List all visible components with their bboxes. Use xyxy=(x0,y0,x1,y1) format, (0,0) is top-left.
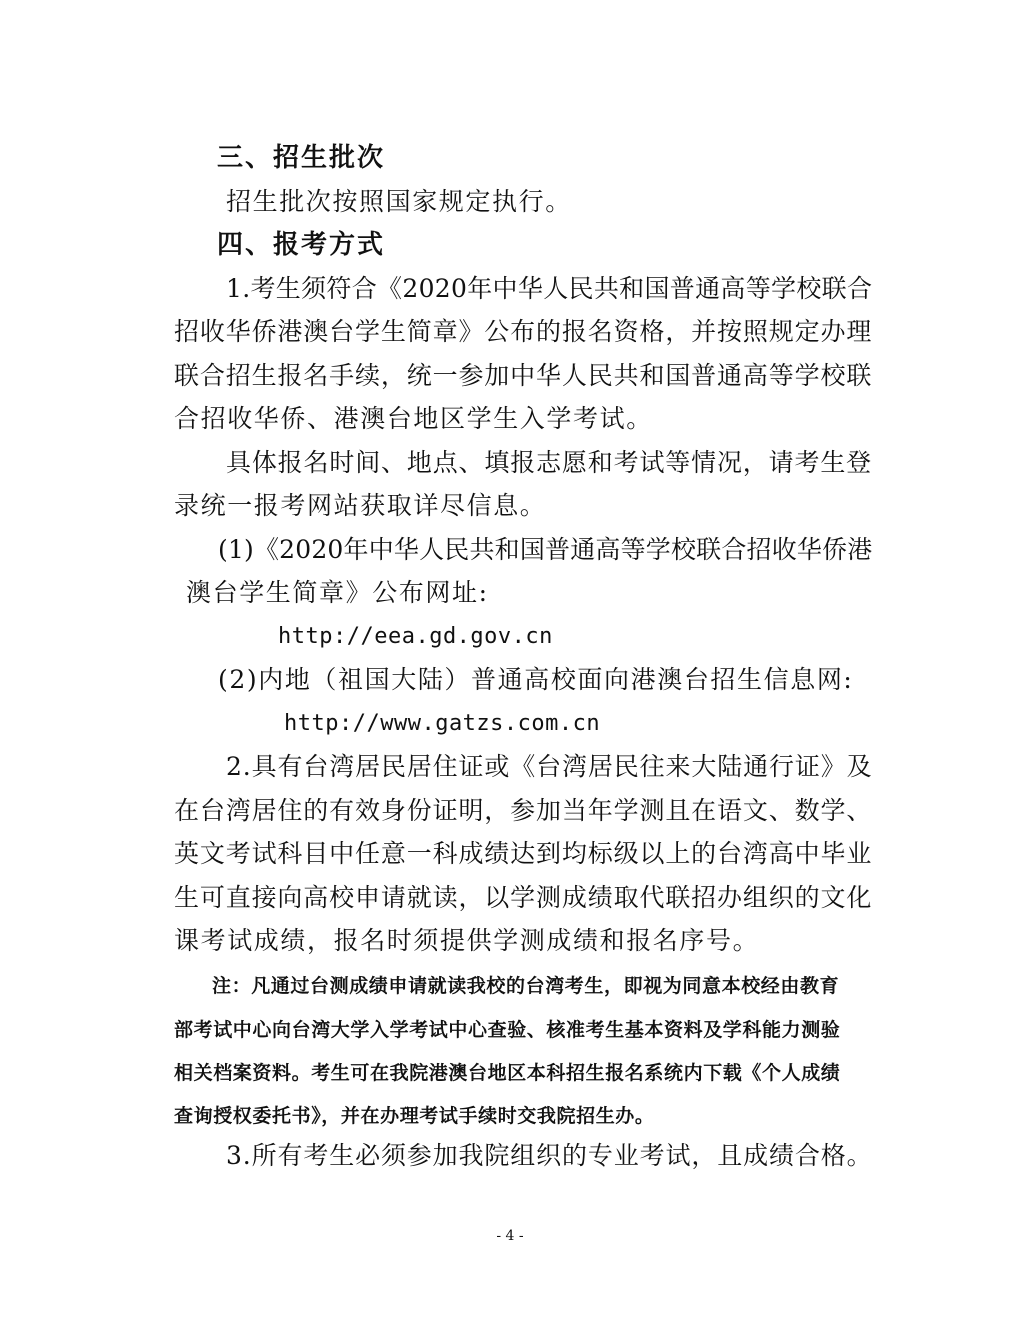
item-1-line-2: 招收华侨港澳台学生简章》公布的报名资格，并按照规定办理 xyxy=(174,317,873,346)
note-line-3: 相关档案资料。考生可在我院港澳台地区本科招生报名系统内下载《个人成绩 xyxy=(174,1062,841,1084)
page-number: - 4 - xyxy=(496,1228,524,1244)
item-2-line-3: 英文考试科目中任意一科成绩达到均标级以上的台湾高中毕业 xyxy=(174,839,873,868)
item-2-line-2: 在台湾居住的有效身份证明，参加当年学测且在语文、数学、 xyxy=(174,796,873,825)
note-line-4: 查询授权委托书》，并在办理考试手续时交我院招生办。 xyxy=(174,1105,655,1127)
sub-item-2: (2)内地（祖国大陆）普通高校面向港澳台招生信息网: xyxy=(218,665,854,694)
note-line-2: 部考试中心向台湾大学入学考试中心查验、核准考生基本资料及学科能力测验 xyxy=(174,1019,841,1041)
sub-item-1-line-2: 澳台学生简章》公布网址: xyxy=(186,578,489,607)
note-line-1: 注：凡通过台测成绩申请就读我校的台湾考生，即视为同意本校经由教育 xyxy=(212,975,840,997)
item-3: 3.所有考生必须参加我院组织的专业考试，且成绩合格。 xyxy=(226,1141,873,1170)
url-eea[interactable]: http://eea.gd.gov.cn xyxy=(278,624,553,649)
item-2-line-5: 课考试成绩，报名时须提供学测成绩和报名序号。 xyxy=(174,926,760,955)
section-4-heading: 四、报考方式 xyxy=(217,230,386,260)
item-1-line-3: 联合招生报名手续，统一参加中华人民共和国普通高等学校联 xyxy=(174,361,873,390)
item-1-line-4: 合招收华侨、港澳台地区学生入学考试。 xyxy=(174,404,653,433)
section-3-heading: 三、招生批次 xyxy=(217,143,386,173)
details-line-1: 具体报名时间、地点、填报志愿和考试等情况，请考生登 xyxy=(226,448,873,477)
item-2-line-1: 2.具有台湾居民居住证或《台湾居民往来大陆通行证》及 xyxy=(226,752,873,781)
section-3-body: 招生批次按照国家规定执行。 xyxy=(226,187,572,216)
details-line-2: 录统一报考网站获取详尽信息。 xyxy=(174,491,547,520)
url-gatzs[interactable]: http://www.gatzs.com.cn xyxy=(284,711,601,736)
item-2-line-4: 生可直接向高校申请就读，以学测成绩取代联招办组织的文化 xyxy=(174,883,873,912)
sub-item-1-line-1: (1)《2020年中华人民共和国普通高等学校联合招收华侨港 xyxy=(218,535,873,564)
item-1-line-1: 1.考生须符合《2020年中华人民共和国普通高等学校联合 xyxy=(226,274,873,303)
